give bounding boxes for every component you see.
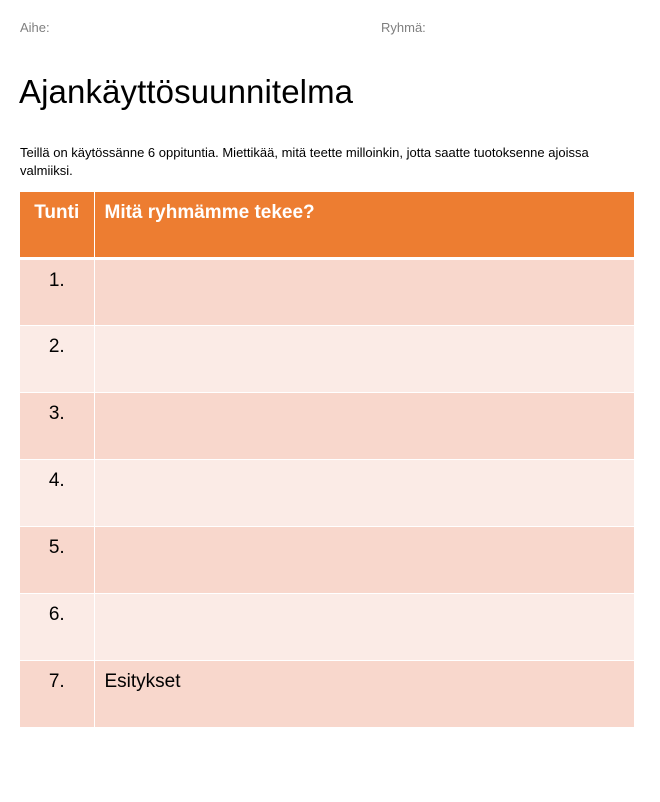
page-title: Ajankäyttösuunnitelma xyxy=(19,73,354,110)
task-cell[interactable] xyxy=(94,526,634,593)
table-row xyxy=(20,258,634,325)
table-body xyxy=(20,258,634,727)
task-cell[interactable] xyxy=(94,325,634,392)
table-row xyxy=(20,660,634,727)
lesson-number-cell: 7. xyxy=(20,660,94,727)
task-cell[interactable]: Esitykset xyxy=(94,660,634,727)
time-plan-table xyxy=(20,192,634,728)
lesson-number-cell: 2. xyxy=(20,325,94,392)
task-cell[interactable] xyxy=(94,593,634,660)
table-header xyxy=(20,192,634,258)
lesson-number-cell: 6. xyxy=(20,593,94,660)
task-cell[interactable] xyxy=(94,392,634,459)
table-row xyxy=(20,325,634,392)
table-row xyxy=(20,526,634,593)
table-row xyxy=(20,459,634,526)
lesson-number-cell: 1. xyxy=(20,258,94,325)
lesson-number-cell: 3. xyxy=(20,392,94,459)
table-header-row xyxy=(20,192,634,258)
group-label: Ryhmä: xyxy=(381,20,426,35)
intro-text: Teillä on käytössänne 6 oppituntia. Miettikää, mitä teette milloinkin, jotta saatte tuotoksenne ajoissa valmiiksi. xyxy=(20,145,589,178)
lesson-number-cell: 5. xyxy=(20,526,94,593)
task-cell[interactable] xyxy=(94,258,634,325)
table-row xyxy=(20,593,634,660)
table-row xyxy=(20,392,634,459)
task-cell[interactable] xyxy=(94,459,634,526)
column-header-task: Mitä ryhmämme tekee? xyxy=(94,192,634,258)
lesson-number-cell: 4. xyxy=(20,459,94,526)
subject-label: Aihe: xyxy=(20,20,50,35)
column-header-lesson: Tunti xyxy=(20,192,94,258)
